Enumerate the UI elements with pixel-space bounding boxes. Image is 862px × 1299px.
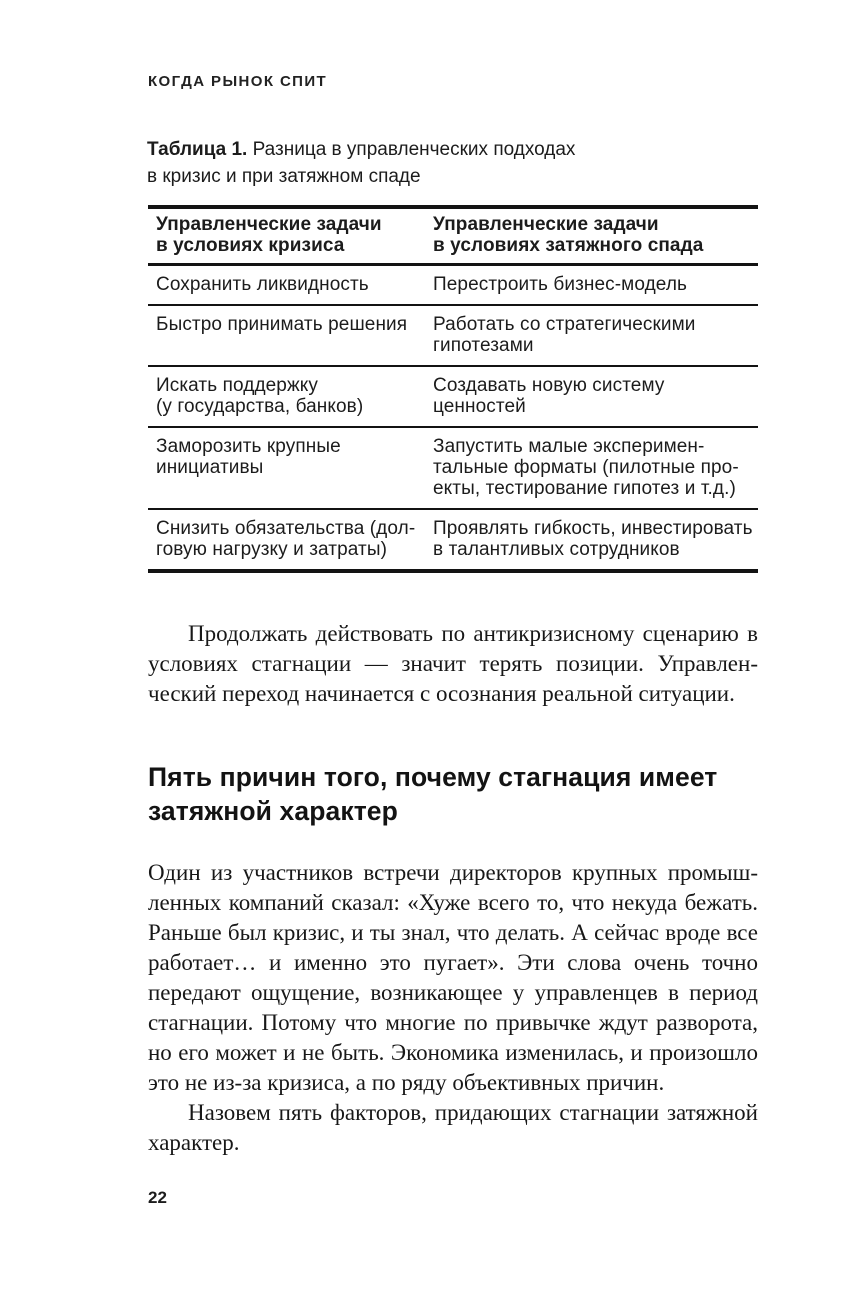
paragraph-factors-lead: Назовем пять факторов, придающих стагнации затяжной характер. [148, 1100, 758, 1155]
column-header-crisis: Управленческие задачи в условиях кризиса [148, 207, 425, 265]
table-cell: Быстро принимать решения [148, 305, 425, 366]
table-row [148, 366, 758, 427]
table-cell: Заморозить крупные инициативы [148, 427, 425, 509]
table-cell: Создавать новую систему ценностей [425, 366, 758, 427]
table-caption [147, 136, 617, 190]
table-cell: Проявлять гибкость, инвестировать в талантливых сотрудников [433, 518, 753, 560]
table-cell: Снизить обязательства (долговую нагрузку и затраты) [156, 518, 416, 560]
running-header: КОГДА РЫНОК СПИТ [148, 73, 328, 90]
table-caption-label: Таблица 1. [147, 139, 248, 160]
section-heading: Пять причин того, почему стагнация имеет затяжной характер [148, 762, 718, 826]
table-cell: Искать поддержку (у государства, банков) [148, 366, 425, 427]
table-cell: Запустить малые экспериментальные форматы (пилотные проекты, тестирование гипотез и т.д.) [425, 427, 758, 509]
comparison-table [148, 205, 758, 573]
column-header-stagnation: Управленческие задачи в условиях затяжного спада [425, 207, 758, 265]
paragraph-transition: Продолжать действовать по антикризисному сценарию в условиях стагнации — значит терять позиции. Управленческий переход начинается с осознания реальной ситуации. [148, 621, 758, 706]
table-row [148, 509, 758, 571]
paragraph-block-transition [148, 619, 758, 709]
table-row [148, 305, 758, 366]
table-cell: Перестроить бизнес-модель [425, 265, 758, 306]
paragraph-block-factors [148, 858, 758, 1158]
table-header-row [148, 207, 758, 265]
table-cell: Сохранить ликвидность [148, 265, 425, 306]
table-caption-text: Разница в управленческих подходах в кризис и при затяжном спаде [147, 139, 576, 187]
paragraph-intro: Один из участников встречи директоров крупных промышленных компаний сказал: «Хуже всего то, что некуда бежать. Раньше был кризис, и ты знал, что делать. А сейчас вроде все работает… и именно это пугает». Эти слова очень точно передают ощущение, возникающее у управленцев в период стагнации. Потому что многие по привычке ждут разворота, но его может и не быть. Экономика изменилась, и произошло это не из-за кризиса, а по ряду объективных причин. [148, 860, 758, 1095]
table-row [148, 265, 758, 306]
table-row [148, 427, 758, 509]
page-number: 22 [148, 1188, 167, 1207]
table-cell: Работать со стратегическими гипотезами [425, 305, 758, 366]
